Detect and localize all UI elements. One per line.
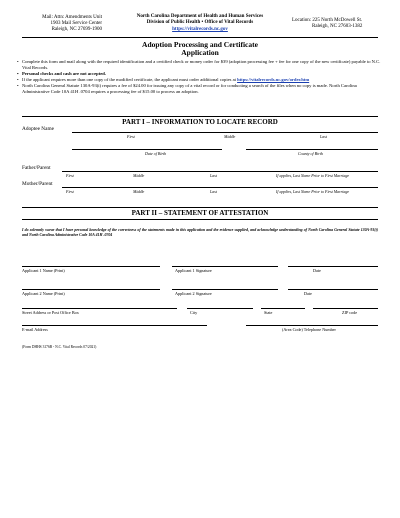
mother-name-field[interactable] [62,187,378,188]
email-caption: E-mail Address [22,327,48,332]
email-field[interactable] [22,325,207,326]
instruction-fee: • Complete this form and mail along with the required identification and a certified check or money order for $39 (adoption processing fee + fee for one copy of the new certificate) payable to N.C. Vital Records. [22,59,382,70]
father-name-field[interactable] [62,171,378,172]
app1-name-caption: Applicant 1 Name (Print) [22,268,65,273]
street-caption: Street Address or Post Office Box [22,310,79,315]
part2-divider-top [22,207,378,208]
zip-field[interactable] [313,308,378,309]
app2-signature-caption: Applicant 2 Signature [175,291,212,296]
adoptee-last-caption: Last [320,134,327,139]
adoptee-name-field[interactable] [72,132,378,133]
father-prior-caption: If applies, Last Name Prior to First Marriage [276,173,350,178]
app1-signature-caption: Applicant 1 Signature [175,268,212,273]
zip-caption: ZIP code [342,310,358,315]
state-caption: State [264,310,273,315]
phone-caption: (Area Code) Telephone Number [282,327,336,332]
father-last-caption: Last [210,173,217,178]
attestation-text: I do solemnly swear that I have personal knowledge of the correctness of the statements made in this application and the evidence supplied, and acknowledge understanding of North Carolina General Statute 130A-93(i) and North Carolina Administrative Code 10A 41H .0704 [22,228,378,237]
adoptee-first-caption: First [127,134,135,139]
dob-caption: Date of Birth [145,151,167,156]
website-line [110,27,290,33]
instruction-statute: • North Carolina General Statute 130A-93(i) requires a fee of $24.00 for issuing any copy of a vital record or for conducting a search of the files when no copy is made. North Carolina Administrative Code 10A 41H .0704 requires a processing fee of $15.00 to process an adoption. [22,83,382,94]
header-divider [22,37,378,38]
app2-date-field[interactable] [288,289,378,290]
adoptee-label: Adoptee Name [22,126,54,132]
dob-field[interactable] [72,149,222,150]
mother-label: Mother/Parent [22,181,53,187]
form-title: Adoption Processing and Certificate Application [142,40,258,57]
mother-middle-caption: Middle [133,189,145,194]
city-caption: City [190,310,198,315]
app1-date-caption: Date [313,268,321,273]
adoptee-middle-caption: Middle [224,134,236,139]
mail-address: Mail: Attn: Amendments Unit 1903 Mail Service Center Raleigh, NC 27699-1900 [42,15,102,32]
app1-signature-field[interactable] [172,266,278,267]
order-link[interactable]: https://vitalrecords.nc.gov/order.htm [237,77,310,82]
city-field[interactable] [187,308,253,309]
part2-divider-bottom [22,219,378,220]
app2-name-caption: Applicant 2 Name (Print) [22,291,65,296]
part1-heading: PART I – INFORMATION TO LOCATE RECORD [122,118,278,126]
instruction-copies: • If the applicant requires more than one copy of the modified certificate, the applicant must order additional copies at https://vitalrecords.nc.gov/order.htm [22,77,382,83]
county-caption: County of Birth [298,151,323,156]
mother-prior-caption: If applies, Last Name Prior to First Marriage [276,189,350,194]
app2-date-caption: Date [304,291,312,296]
app2-name-field[interactable] [22,289,160,290]
app2-signature-field[interactable] [172,289,278,290]
county-field[interactable] [246,149,378,150]
state-field[interactable] [261,308,305,309]
app1-date-field[interactable] [288,266,378,267]
part1-divider-top [22,116,378,117]
app1-name-field[interactable] [22,266,160,267]
agency-name: North Carolina Department of Health and Human Services Division of Public Health • Office of Vital Records [136,14,264,25]
mother-first-caption: First [66,189,74,194]
father-middle-caption: Middle [133,173,145,178]
instruction-payment: • Personal checks and cash are not accepted. [22,71,382,77]
location-address: Location: 225 North McDowell St. Raleigh, NC 27603-1382 [292,18,363,29]
mother-last-caption: Last [210,189,217,194]
father-label: Father/Parent [22,165,51,171]
form-footer: (Form DHHS 3176B - N.C. Vital Records 07/2021) [22,345,97,349]
phone-field[interactable] [246,325,378,326]
website-link[interactable]: https://vitalrecords.nc.gov [172,27,228,32]
part2-heading: PART II – STATEMENT OF ATTESTATION [131,209,269,217]
street-field[interactable] [22,308,177,309]
father-first-caption: First [66,173,74,178]
